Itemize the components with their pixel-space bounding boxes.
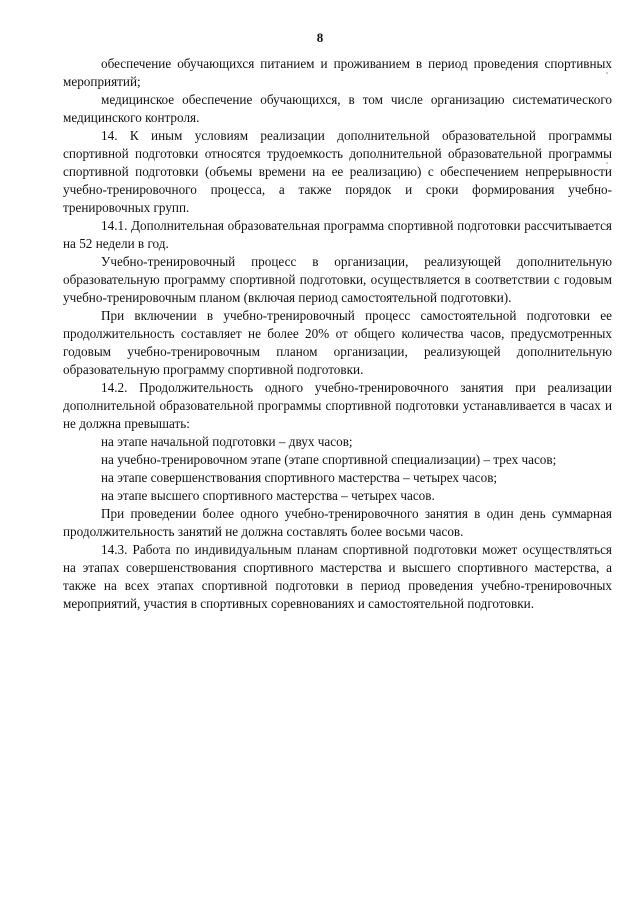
list-item-improvement-stage: на этапе совершенствования спортивного мастерства – четырех часов;: [101, 470, 498, 485]
paragraph-self-training: При включении в учебно-тренировочный процесс самостоятельной подготовки ее продолжительность составляет не более 20% от общего количества часов, предусмотренных годовым учебно-тренировочным планом организации, реализующей дополнительную образовательную программу спортивной подготовки.: [63, 308, 612, 377]
paragraph-14: 14. К иным условиям реализации дополнительной образовательной программы спортивной подготовки относятся трудоемкость дополнительной образовательной программы спортивной подготовки (объемы времени на ее реализацию) с обеспечением непрерывности учебно-тренировочного процесса, а также порядок и сроки формирования учебно-тренировочных групп.: [63, 128, 612, 215]
list-item-higher-mastery-stage: на этапе высшего спортивного мастерства – четырех часов.: [101, 488, 435, 503]
paragraph-14-3: 14.3. Работа по индивидуальным планам спортивной подготовки может осуществляться на этапах совершенствования спортивного мастерства и высшего спортивного мастерства, а также на всех этапах спортивной подготовки в период проведения учебно-тренировочных мероприятий, участия в спортивных соревнованиях и самостоятельной подготовки.: [63, 542, 612, 611]
document-body: [63, 55, 612, 613]
paragraph-training-process: Учебно-тренировочный процесс в организации, реализующей дополнительную образовательную программу спортивной подготовки, осуществляется в соответствии с годовым учебно-тренировочным планом (включая период самостоятельной подготовки).: [63, 254, 612, 305]
scan-speck: [606, 72, 608, 74]
paragraph-14-1: 14.1. Дополнительная образовательная программа спортивной подготовки рассчитывается на 52 недели в год.: [63, 218, 612, 251]
list-item-initial-stage: на этапе начальной подготовки – двух часов;: [101, 434, 353, 449]
paragraph-14-2: 14.2. Продолжительность одного учебно-тренировочного занятия при реализации дополнительной образовательной программы спортивной подготовки устанавливается в часах и не должна превышать:: [63, 380, 612, 431]
list-item-training-stage: на учебно-тренировочном этапе (этапе спортивной специализации) – трех часов;: [101, 452, 557, 467]
page-number: 8: [316, 30, 324, 45]
paragraph-food-accommodation: обеспечение обучающихся питанием и проживанием в период проведения спортивных мероприятий;: [63, 56, 612, 89]
scan-speck: [606, 162, 608, 164]
paragraph-multiple-sessions: При проведении более одного учебно-тренировочного занятия в один день суммарная продолжительность занятий не должна составлять более восьми часов.: [63, 506, 612, 539]
paragraph-medical-support: медицинское обеспечение обучающихся, в том числе организацию систематического медицинского контроля.: [63, 92, 612, 125]
